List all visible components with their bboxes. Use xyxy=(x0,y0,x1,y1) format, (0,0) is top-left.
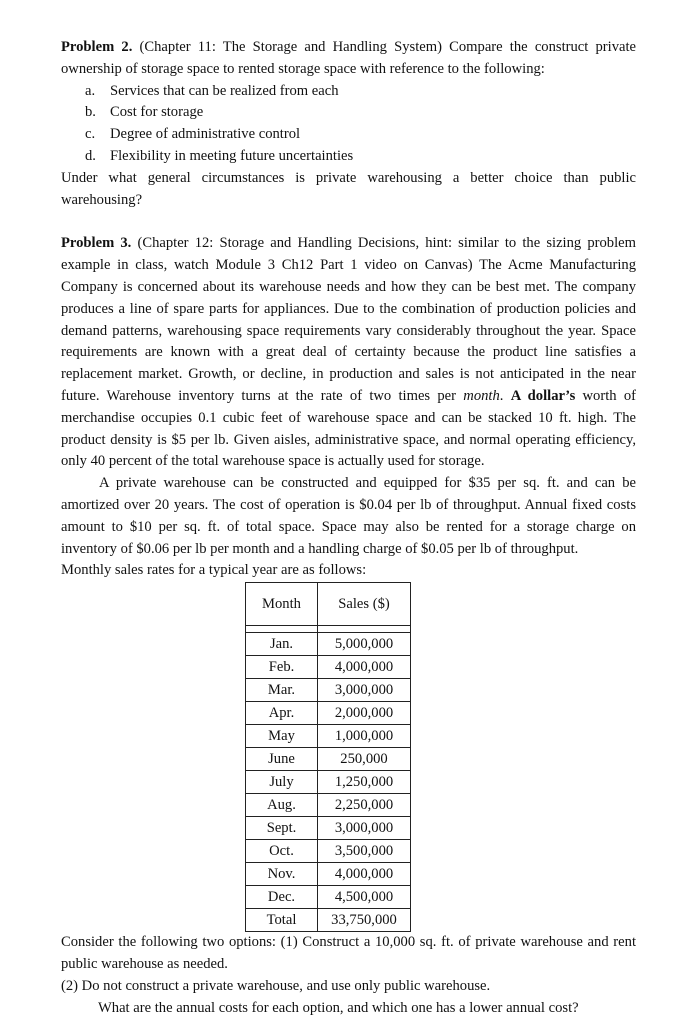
options-paragraph: Consider the following two options: (1) Construct a 10,000 sq. ft. of private warehouse and rent public warehouse as needed. xyxy=(61,934,636,972)
problem3-paragraph xyxy=(61,233,636,473)
list-marker: a. xyxy=(85,82,96,99)
sales-cell: 3,000,000 xyxy=(318,817,411,840)
sales-cell: 4,500,000 xyxy=(318,886,411,909)
month-cell: Oct. xyxy=(246,840,318,863)
list-marker: b. xyxy=(85,104,96,121)
sales-cell: 3,500,000 xyxy=(318,840,411,863)
table-header-row xyxy=(246,583,411,626)
problem3-month-emphasis: month xyxy=(463,387,500,404)
option-2-text: (2) Do not construct a private warehouse, and use only public warehouse. xyxy=(61,977,491,994)
column-header-month: Month xyxy=(246,583,318,626)
problem2-intro: (Chapter 11: The Storage and Handling System) Compare the construct private ownership of storage space to rented storage space with reference to the following: xyxy=(61,39,637,77)
problem2-heading: Problem 2. xyxy=(61,39,133,55)
list-marker: c. xyxy=(85,126,96,143)
month-cell: Apr. xyxy=(246,702,318,725)
list-item xyxy=(61,146,636,168)
sales-cell: 1,000,000 xyxy=(318,725,411,748)
table-row xyxy=(246,656,411,679)
problem3-text-b: . xyxy=(499,387,511,404)
problem3-bold-phrase: A dollar’s xyxy=(510,387,576,404)
list-item xyxy=(61,102,636,124)
sales-cell: 2,250,000 xyxy=(318,794,411,817)
sales-cell: 250,000 xyxy=(318,748,411,771)
problem3-cost-paragraph: A private warehouse can be constructed and equipped for $35 per sq. ft. and can be amortized over 20 years. The cost of operation is $0.04 per lb of throughput. Annual fixed costs amount to $10 per sq. ft. of total space. Space may also be rented for a storage charge on inventory of $0.06 per lb per month and a handling charge of $0.05 per lb of throughput. xyxy=(61,475,636,557)
sales-cell: 3,000,000 xyxy=(318,679,411,702)
list-item-text: Degree of administrative control xyxy=(110,126,301,143)
problem3-heading: Problem 3. xyxy=(61,235,132,252)
final-question: What are the annual costs for each option, and which one has a lower annual cost? xyxy=(98,999,579,1016)
table-row xyxy=(246,817,411,840)
month-cell: Mar. xyxy=(246,679,318,702)
table-row xyxy=(246,863,411,886)
problem3-text-a: (Chapter 12: Storage and Handling Decisions, hint: similar to the sizing problem example in class, watch Module 3 Ch12 Part 1 video on Canvas) The Acme Manufacturing Company is concerned about its warehouse needs and how they can be best met. The company produces a line of spare parts for appliances. Due to the combination of production policies and demand patterns, warehousing space requirements vary considerably throughout the year. Space requirements are known with a great deal of certainty because the product line satisfies a replacement market. Growth, or decline, in production and sales is not anticipated in the near future. Warehouse inventory turns at the rate of two times per xyxy=(61,235,636,404)
monthly-sales-table xyxy=(245,582,411,932)
list-item xyxy=(61,124,636,146)
month-cell: July xyxy=(246,771,318,794)
list-item-text: Flexibility in meeting future uncertainties xyxy=(110,147,354,164)
month-cell: May xyxy=(246,725,318,748)
table-row xyxy=(246,771,411,794)
problem2-paragraph xyxy=(61,37,636,81)
sales-cell: 5,000,000 xyxy=(318,633,411,656)
table-row xyxy=(246,794,411,817)
table-row xyxy=(246,679,411,702)
document-page xyxy=(61,37,636,1019)
month-cell: Jan. xyxy=(246,633,318,656)
list-marker: d. xyxy=(85,147,96,164)
table-row xyxy=(246,748,411,771)
month-cell: Nov. xyxy=(246,863,318,886)
month-cell: Dec. xyxy=(246,886,318,909)
paragraph-spacer xyxy=(61,211,636,233)
sales-cell: 4,000,000 xyxy=(318,863,411,886)
sales-cell: 2,000,000 xyxy=(318,702,411,725)
problem2-list xyxy=(61,81,636,168)
table-row xyxy=(246,633,411,656)
table-row xyxy=(246,702,411,725)
month-cell: Aug. xyxy=(246,794,318,817)
column-header-sales: Sales ($) xyxy=(318,583,411,626)
problem2-question: Under what general circumstances is private warehousing a better choice than public warehousing? xyxy=(61,169,636,208)
table-spacer-row xyxy=(246,626,411,633)
month-cell: Feb. xyxy=(246,656,318,679)
table-total-row xyxy=(246,909,411,932)
list-item xyxy=(61,81,636,103)
table-row xyxy=(246,886,411,909)
total-label-cell: Total xyxy=(246,909,318,932)
problem3-text-c: worth of merchandise occupies 0.1 cubic feet of warehouse space and can be stacked 10 ft. high. The product density is $5 per lb. Given aisles, administrative space, and normal operating efficiency, only 40 percent of the total warehouse space is actually used for storage. xyxy=(61,387,636,470)
month-cell: Sept. xyxy=(246,817,318,840)
table-row xyxy=(246,725,411,748)
total-value-cell: 33,750,000 xyxy=(318,909,411,932)
list-item-text: Cost for storage xyxy=(110,104,204,121)
month-cell: June xyxy=(246,748,318,771)
list-item-text: Services that can be realized from each xyxy=(110,82,339,99)
table-row xyxy=(246,840,411,863)
sales-cell: 4,000,000 xyxy=(318,656,411,679)
table-intro: Monthly sales rates for a typical year are as follows: xyxy=(61,562,367,579)
sales-cell: 1,250,000 xyxy=(318,771,411,794)
